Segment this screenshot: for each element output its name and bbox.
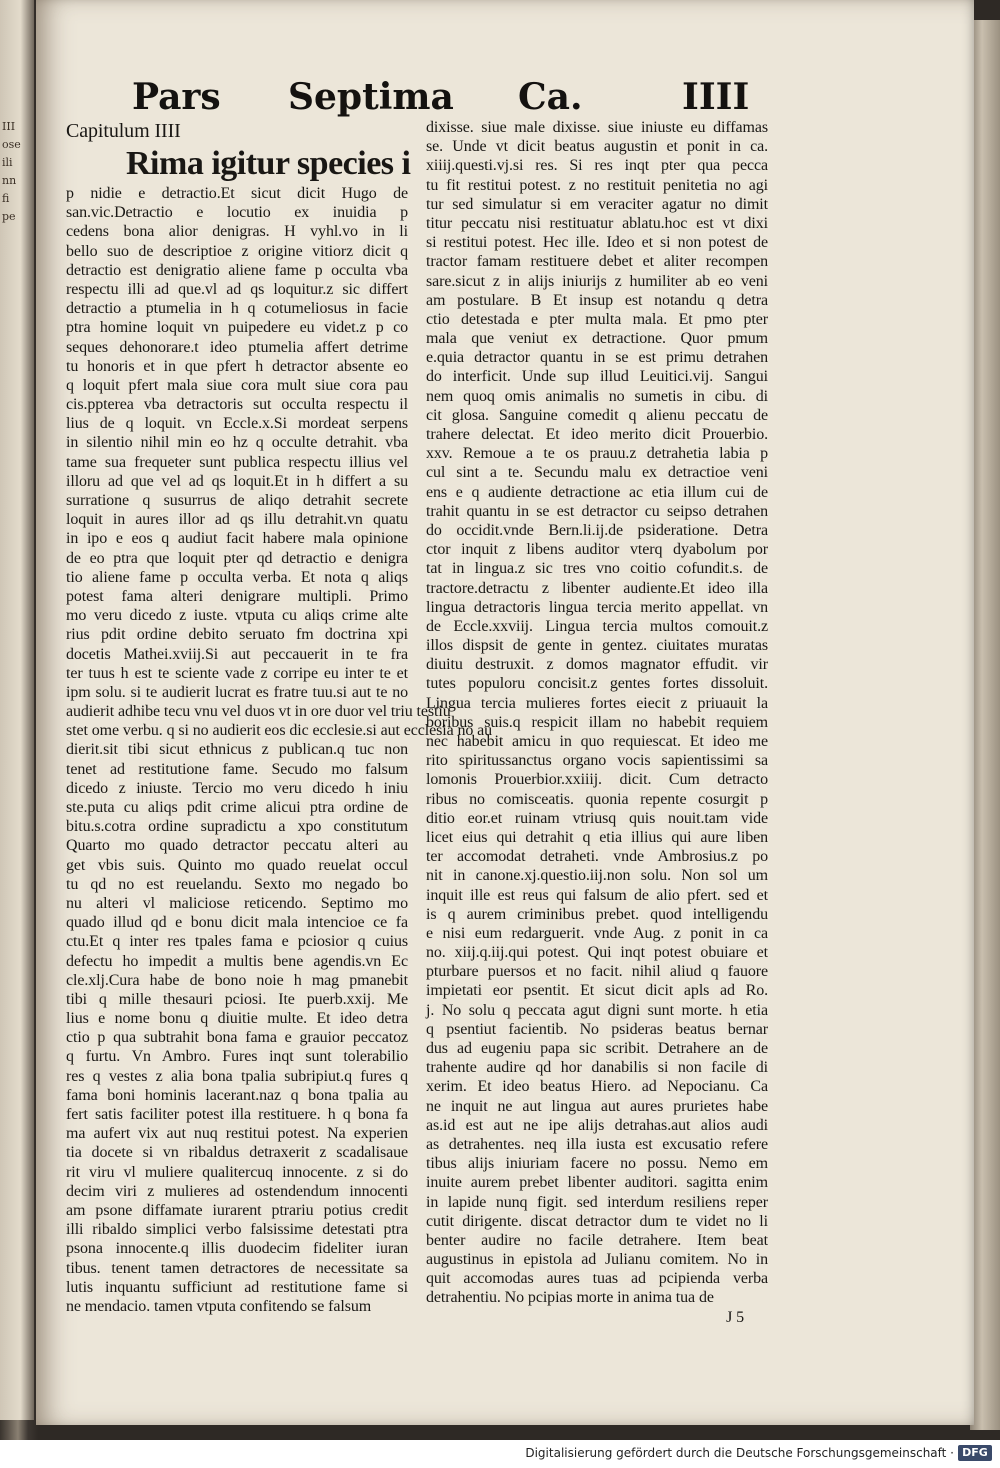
text-line: tame sua frequeter sunt publica respectu illius vel [66, 453, 408, 471]
text-line: get vbis suis. Quinto mo quado reuelat occul [66, 856, 408, 874]
header-ca: Ca. [518, 76, 583, 118]
right-text-column [426, 118, 768, 1327]
text-line: cutit dirigente. discat detractor dum te videt no li [426, 1212, 768, 1230]
text-line: tibus alijs iniuriam facere no possu. Nemo em [426, 1155, 768, 1173]
text-line: ens e q audiente detractione ac etia illum cui de [426, 483, 768, 501]
text-line: tu honoris et in que pfert h detractor absente eo [66, 357, 408, 375]
facing-page-text-fragment: fi [2, 192, 10, 205]
text-line: ter accomodat detraheti. vnde Ambrosius.z po [426, 848, 768, 866]
text-line: mala que veniut ex detractione. Quor pmum [426, 330, 768, 348]
text-line: dus ad eugeniu papa sic scribit. Detrahere an de [426, 1040, 768, 1057]
text-line: ctio detestada e pter multa mala. Et pmo pter [426, 310, 768, 328]
text-line: detrahentiu. No pcipias morte in anima tua de [426, 1289, 714, 1307]
text-line: ipm solu. si te audierit lucrat es fratre tuu.si aut te no [66, 683, 408, 701]
text-line: dixisse. siue male dixisse. siue iniuste eu diffamas [426, 119, 768, 136]
left-text-column [66, 118, 493, 1316]
running-header [110, 76, 750, 116]
text-line: ctu.Et q inter res tpales fama e pciosior q cuius [66, 933, 408, 951]
facing-page-text-fragment: pe [2, 210, 16, 223]
text-line: bello suo de descriptioe z origine vitiorz dicit q [66, 242, 408, 260]
text-line: xxv. Remoue a te os prauu.z detrahetia labia p [426, 445, 768, 463]
dfg-logo: DFG [958, 1445, 992, 1461]
incipit-heading: Rima igitur species i [126, 145, 411, 182]
text-line: cis.ppterea vba detractoris sut occulta respectu il [66, 396, 408, 414]
text-line: res q vestes z alia bona tpalia subripiut.q fures q [66, 1067, 408, 1085]
text-line: ditio eor.et ruinam vtriusq quis nouit.tam vide [426, 809, 768, 827]
text-line: diuitu destruxit. z domos magnator effudit. vir [426, 656, 768, 674]
facing-page-text-fragment: ose [2, 138, 21, 151]
text-line: tia docete si vn ribaldus detraxerit z scadalisaue [66, 1144, 408, 1162]
text-line: surratione q susurrus de aliqo detrahit secrete [66, 492, 408, 509]
signature-mark: J 5 [726, 1308, 744, 1326]
text-line: titur peccatu nisi restituatur ablatu.hoc est vt dixi [426, 214, 768, 232]
text-line: augustinus in epistola ad Julianu comitem. No in [426, 1251, 768, 1269]
text-line: tat in lingua.z sic tres vno coitio cofundit.s. de [426, 560, 768, 578]
text-line: licet eius qui detrahit q etia illius qui aure liben [426, 828, 768, 846]
text-line: nu alteri vl maliciose reticendo. Septimo mo [66, 894, 408, 912]
text-line: de Eccle.xxviij. Lingua tercia multos comouit.z [426, 617, 768, 635]
text-line: do occidit.vnde Bern.li.ij.de psideratione. Detra [426, 521, 768, 539]
text-line: ter tuus h est te sciente vade z corripe eu inter te et [66, 664, 408, 682]
text-line: xerim. Et ideo beatus Hiero. ad Nepocianu. Ca [426, 1078, 768, 1096]
text-line: ptra homine loquit vn puipedere eu videt.z p co [66, 319, 408, 337]
text-line: rito spiritussanctus organo vocis sapientissimi sa [426, 752, 768, 770]
text-line: loquit in aures illor ad qs illu detrahit.vn quatu [66, 511, 408, 529]
text-line: illos dispsit de gente in gentez. ciuitates muratas [426, 637, 768, 655]
text-line: potest fama alteri denigrare multipli. Primo [66, 587, 408, 605]
text-line: quado illud qd e bonu dicit mala intencioe ce fa [66, 914, 408, 932]
text-line: q psentiut facientib. No psideras beatus bernar [426, 1020, 768, 1038]
text-line: trahente audire qd hor danabilis si non facile di [426, 1059, 768, 1077]
text-line: nec habebit amicu in quo requiescat. Et ideo me [426, 733, 768, 750]
text-line: xiiij.questi.vj.si res. Si res inqt pter qua pecca [426, 157, 768, 175]
text-line: impietati eor psentit. Et sicut dicit apls ad Ro. [426, 982, 768, 1000]
text-line: do interficit. Unde sup illud Leuitici.vij. Sangui [426, 368, 768, 386]
text-line: am postulare. B Et insup est notandu q detra [426, 291, 768, 309]
text-line: fama boni hominis lacerant.naz q bona tpalia au [66, 1086, 408, 1104]
text-line: respectu illi ad que.vl ad qs loquitur.z sic differt [66, 280, 408, 298]
text-line: trahere delectat. Et ideo merito dicit Prouerbio. [426, 426, 768, 443]
text-line: defectu ho impedit a multis bene agendis.vn Ec [66, 952, 408, 970]
text-line: tenet ad restitutione fame. Secudo mo falsum [66, 760, 408, 778]
text-line: e nisi eum redarguerit. vnde Aug. z ponit in ca [426, 924, 768, 942]
header-folio-number: IIII [682, 76, 750, 118]
text-line: j. No solu q peccata agut digni sunt morte. h etia [426, 1001, 768, 1019]
text-line: boribus suis.q respicit illam no habebit requiem [426, 713, 768, 731]
text-line: q furtu. Vn Ambro. Fures inqt sunt tolerabilio [66, 1048, 408, 1066]
text-line: nem quoq omis animalis no sumetis in cibu. di [426, 387, 768, 405]
text-line: as detrahentes. neq illa iusta est excusatio refere [426, 1135, 768, 1153]
text-line: tractore.detractu z libenter audiente.Et ideo illa [426, 579, 768, 597]
text-line: bitu.s.cotra ordine supradictu a xpo constitutum [66, 818, 408, 836]
text-line: ne inquit ne aut lingua aut aures prurietes habe [426, 1097, 768, 1115]
text-line: Quarto mo quado detractor peccatu alteri au [66, 837, 408, 855]
text-line: cul sint a te. Secundu malu ex detractioe veni [426, 464, 768, 482]
text-line: tutes populoru concisit.z gentes fortes dissoluit. [426, 675, 768, 693]
text-line: tibi q mille thesauri pciosi. Ite puerb.xxij. Me [66, 990, 408, 1008]
text-line: quit accomodas aures tuas ad pcipienda verba [426, 1270, 768, 1288]
text-line: fert satis faciliter potest illa restituere. h q bona fa [66, 1106, 408, 1123]
text-line: illoru ad que vel ad qs loquit.Et in h differt a su [66, 472, 408, 490]
chapter-heading: Capitulum IIII [66, 120, 181, 142]
text-line: tu qd no est reuelandu. Sexto mo negado bo [66, 875, 408, 893]
text-line: si restitui potest. Hec ille. Ideo et si non potest de [426, 234, 768, 252]
facing-page-text-fragment: nn [2, 174, 17, 187]
text-line: decim viri z mulieres ad ostendendum innocenti [66, 1182, 408, 1200]
text-line: lutis inquantu sufficiunt ad restitutione fame si [66, 1278, 408, 1296]
facing-page-text-fragment: III [2, 120, 16, 133]
text-line: am psone diffamate iurarent ptrariu potius credit [66, 1201, 408, 1219]
text-line: tibus. tenent tamen detractores de necessitate sa [66, 1259, 408, 1277]
text-line: tractor famam restituere debet et aliter recompen [426, 253, 768, 271]
text-line: as.id est aut ne ipe alijs detrahas.aut alios audi [426, 1116, 768, 1134]
text-line: p nidie e detractio.Et sicut dicit Hugo de [66, 185, 408, 202]
text-line: dicedo z iniuste. Tercio mo veru dicedo h iniu [66, 779, 408, 797]
header-septima: Septima [288, 76, 454, 118]
text-line: illi ribaldo simplici verbo falsissime detestati ptra [66, 1221, 408, 1239]
footer-credit: Digitalisierung gefördert durch die Deutsche Forschungsgemeinschaft · [525, 1446, 954, 1460]
text-line: rit viru vl muliere qualitercuq innocente. z si do [66, 1163, 408, 1181]
text-line: dierit.sit tibi sicut ethnicus z publican.q tuc non [66, 741, 408, 759]
text-line: cle.xlj.Cura habe de bono noie h mag pmanebit [66, 971, 408, 989]
text-line: benter audire no facile detrahere. Item beat [426, 1231, 768, 1249]
text-line: tur sed simulatur si em veraciter agatur no dimit [426, 195, 768, 213]
text-line: ctor inquit z libens auditor vterq dyabolum por [426, 541, 768, 559]
text-line: e.quia detractor quantu in se est primu detrahen [426, 349, 768, 367]
text-line: in silentio nihil min eo hz q occulte detrahit. vba [66, 434, 408, 452]
text-line: ste.puta cu aliqs pdit crime alicui ptra ordine de [66, 799, 408, 816]
text-line: tio aliene fame p occulta verba. Et nota q aliqs [66, 568, 408, 586]
text-line: stet ome verbu. q si no audierit eos dic ecclesie.si aut ecclesia no au [66, 722, 493, 740]
header-pars: Pars [132, 76, 221, 118]
facing-page-edge [0, 0, 34, 1420]
text-line: no. xiij.q.iij.qui potest. Qui inqt potest obuiare et [426, 944, 768, 962]
facing-page-text-fragment: ili [2, 156, 13, 169]
text-line: tu fit restitui potest. z no restituit penitetia no agi [426, 176, 768, 194]
text-line: inquit ille est reus qui falsum de alio pfert. sed et [426, 886, 768, 904]
footer-bar [0, 1440, 1000, 1468]
page-fore-edge [970, 20, 1000, 1430]
text-line: lius e nome bonu q diuitie multe. Et ideo detra [66, 1010, 408, 1028]
text-line: sare.sicut z in alijs iniurijs z humiliter ab eo veni [426, 272, 768, 290]
text-line: lingua detractoris lingua tercia merito appellat. vn [426, 598, 768, 616]
text-line: q loquit pfert mala siue cora mult siue cora pau [66, 376, 408, 394]
text-line: Lingua tercia mulieres fortes eiecit z priuauit la [426, 694, 768, 712]
text-line: ribus no comisceatis. quonia repente cosurgit p [426, 790, 768, 808]
text-line: inuite aurem prebet libenter auditori. sagitta enim [426, 1174, 768, 1192]
text-line: psona innocente.q illis duodecim fideliter iuran [66, 1240, 408, 1258]
text-line: cedens bona alior denigras. H vyhl.vo in li [66, 223, 408, 241]
text-line: nit in canone.xj.questio.iij.non solu. Non sol um [426, 867, 768, 885]
text-line: pturbare puersos et no facit. nihil aliud q fauore [426, 963, 768, 981]
text-line: trahit quantu in se est detractor cu seipso detrahen [426, 502, 768, 520]
text-line: ne mendacio. tamen vtputa confitendo se falsum [66, 1297, 372, 1315]
text-line: mo veru dicedo z iuste. vtputa cu aliqs crime alte [66, 607, 408, 625]
text-line: ctio p qua subtrahit bona fama e grauior peccatoz [66, 1029, 408, 1047]
text-line: lius de q loquit. vn Eccle.x.Si mordeat serpens [66, 415, 408, 433]
text-line: ma aufert vix aut nuq restitui potest. Na experien [66, 1125, 408, 1143]
text-line: detractio a ptumelia in h q cotumeliosus in facie [66, 300, 408, 318]
text-line: de eo ptra que loquit pter qd detractio e denigra [66, 549, 408, 567]
text-line: is q aurem criminibus prebet. quod intelligendu [426, 905, 768, 923]
text-line: detractio est denigratio aliene fame p occulta vba [66, 261, 408, 279]
text-line: cit glosa. Sanguine comedit q alienu peccatu de [426, 406, 768, 424]
text-line: docetis Mathei.xviij.Si aut peccauerit in te fra [66, 645, 408, 663]
text-line: seques dehonorare.t ideo ptumelia affert detrime [66, 338, 408, 356]
text-line: in lapide nunq figit. sed interdum resiliens reper [426, 1193, 768, 1211]
text-line: san.vic.Detractio e locutio ex inuidia p [66, 204, 408, 222]
text-line: lomonis Prouerbior.xxiiij. dicit. Cum detracto [426, 771, 768, 789]
text-line: rius pdit ordine debito seruato fm doctrina xpi [66, 626, 408, 644]
text-line: in ipo e eos q audiut facit habere mala opinione [66, 530, 408, 548]
text-line: se. Unde vt dicit beatus augustin et ponit in ca. [426, 138, 768, 156]
text-line: audierit adhibe tecu vnu vel duos vt in ore duor vel triu testiu [66, 703, 451, 721]
